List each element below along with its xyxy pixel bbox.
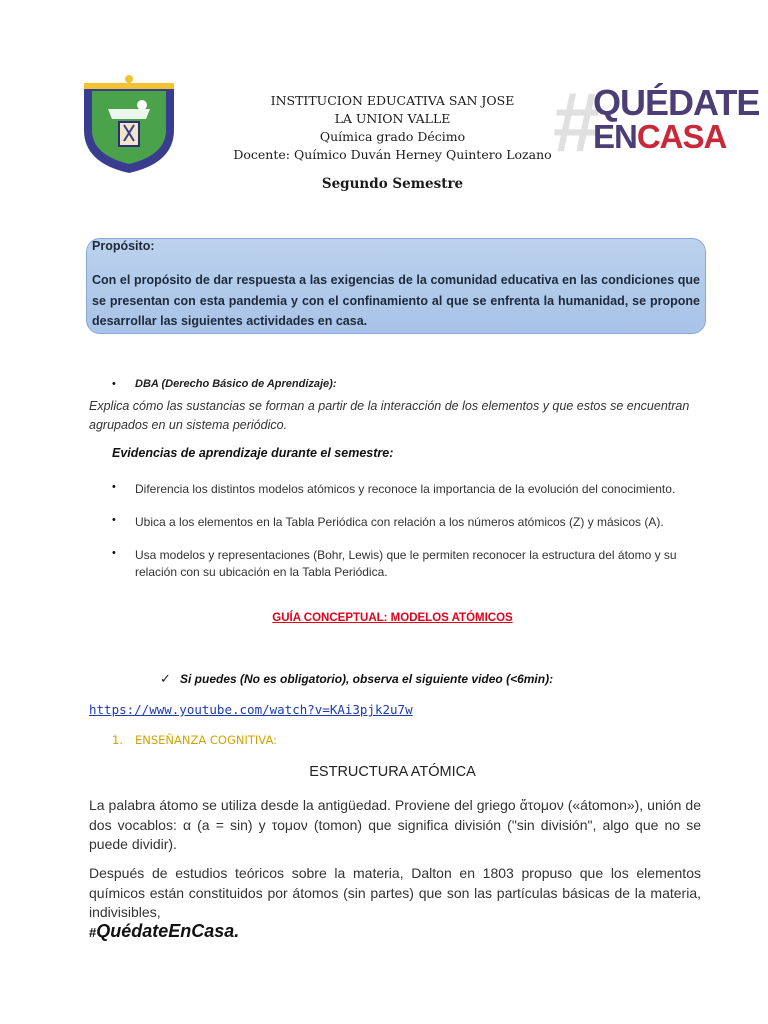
bullet-icon: •: [112, 481, 116, 493]
video-link[interactable]: https://www.youtube.com/watch?v=KAi3pjk2u7w: [89, 702, 413, 717]
dba-title: DBA (Derecho Básico de Aprendizaje):: [135, 378, 337, 390]
teacher-name: Docente: Químico Duván Herney Quintero Lozano: [233, 147, 552, 162]
purpose-box: [86, 238, 706, 334]
school-crest: [80, 75, 178, 175]
institution-location: LA UNION VALLE: [334, 111, 451, 126]
evidence-item-2: Ubica a los elementos en la Tabla Periódica con relación a los números atómicos (Z) y másicos (A).: [135, 515, 664, 529]
quedate-en-casa-logo: [553, 75, 760, 169]
header-block: [200, 92, 585, 164]
bullet-icon: •: [112, 514, 116, 526]
evidence-item-3: Usa modelos y representaciones (Bohr, Lewis) que le permiten reconocer la estructura del átomo y su relación con su ubicación en la Tabla Periódica.: [135, 548, 677, 579]
course-name: Química grado Décimo: [319, 129, 466, 144]
purpose-text: Con el propósito de dar respuesta a las exigencias de la comunidad educativa en las condiciones que se presentan con esta pandemia y con el confinamiento al que se enfrenta la humanidad, se propone desarrollar las siguientes actividades en casa.: [92, 273, 700, 328]
video-note: Si puedes (No es obligatorio), observa el siguiente video (<6min):: [180, 672, 554, 686]
section-number: 1.: [112, 733, 123, 747]
subtitle: ESTRUCTURA ATÓMICA: [309, 764, 476, 780]
logo-en: EN: [593, 118, 637, 155]
footer-hash: #: [89, 925, 97, 940]
dba-text: Explica cómo las sustancias se forman a partir de la interacción de los elementos y que estos se encuentran agrupados en un sistema periódico.: [89, 399, 690, 432]
footer-hashtag: [89, 921, 239, 942]
logo-line2: [593, 118, 726, 156]
checkmark-icon: ✓: [160, 671, 171, 686]
logo-line1: QUÉDATE: [593, 82, 760, 123]
logo-hash: #: [553, 75, 600, 169]
purpose-title: Propósito:: [92, 239, 155, 253]
bullet-icon: •: [112, 378, 116, 390]
logo-casa: CASA: [636, 118, 727, 155]
evidences-title: Evidencias de aprendizaje durante el semestre:: [112, 446, 394, 460]
bullet-icon: •: [112, 547, 116, 559]
section-title: ENSEÑANZA COGNITIVA:: [135, 733, 277, 747]
paragraph-2: Después de estudios teóricos sobre la materia, Dalton en 1803 propuso que los elementos químicos están constituidos por átomos (sin partes) que son las partículas básicas de la materia, indivisibles,: [89, 865, 701, 920]
institution-name: INSTITUCION EDUCATIVA SAN JOSE: [270, 93, 515, 108]
guide-title: GUÍA CONCEPTUAL: MODELOS ATÓMICOS: [272, 612, 513, 624]
footer-text: QuédateEnCasa.: [96, 921, 240, 941]
evidence-item-1: Diferencia los distintos modelos atómicos y reconoce la importancia de la evolución del conocimiento.: [135, 482, 676, 496]
paragraph-1: La palabra átomo se utiliza desde la antigüedad. Proviene del griego ἄτομον («átomon»), unión de dos vocablos: α (a = sin) y τομον (tomon) que significa división ("sin división", algo que no se puede dividir).: [89, 797, 701, 852]
semester-title: Segundo Semestre: [321, 176, 464, 192]
crest-shield-icon: [80, 75, 178, 175]
